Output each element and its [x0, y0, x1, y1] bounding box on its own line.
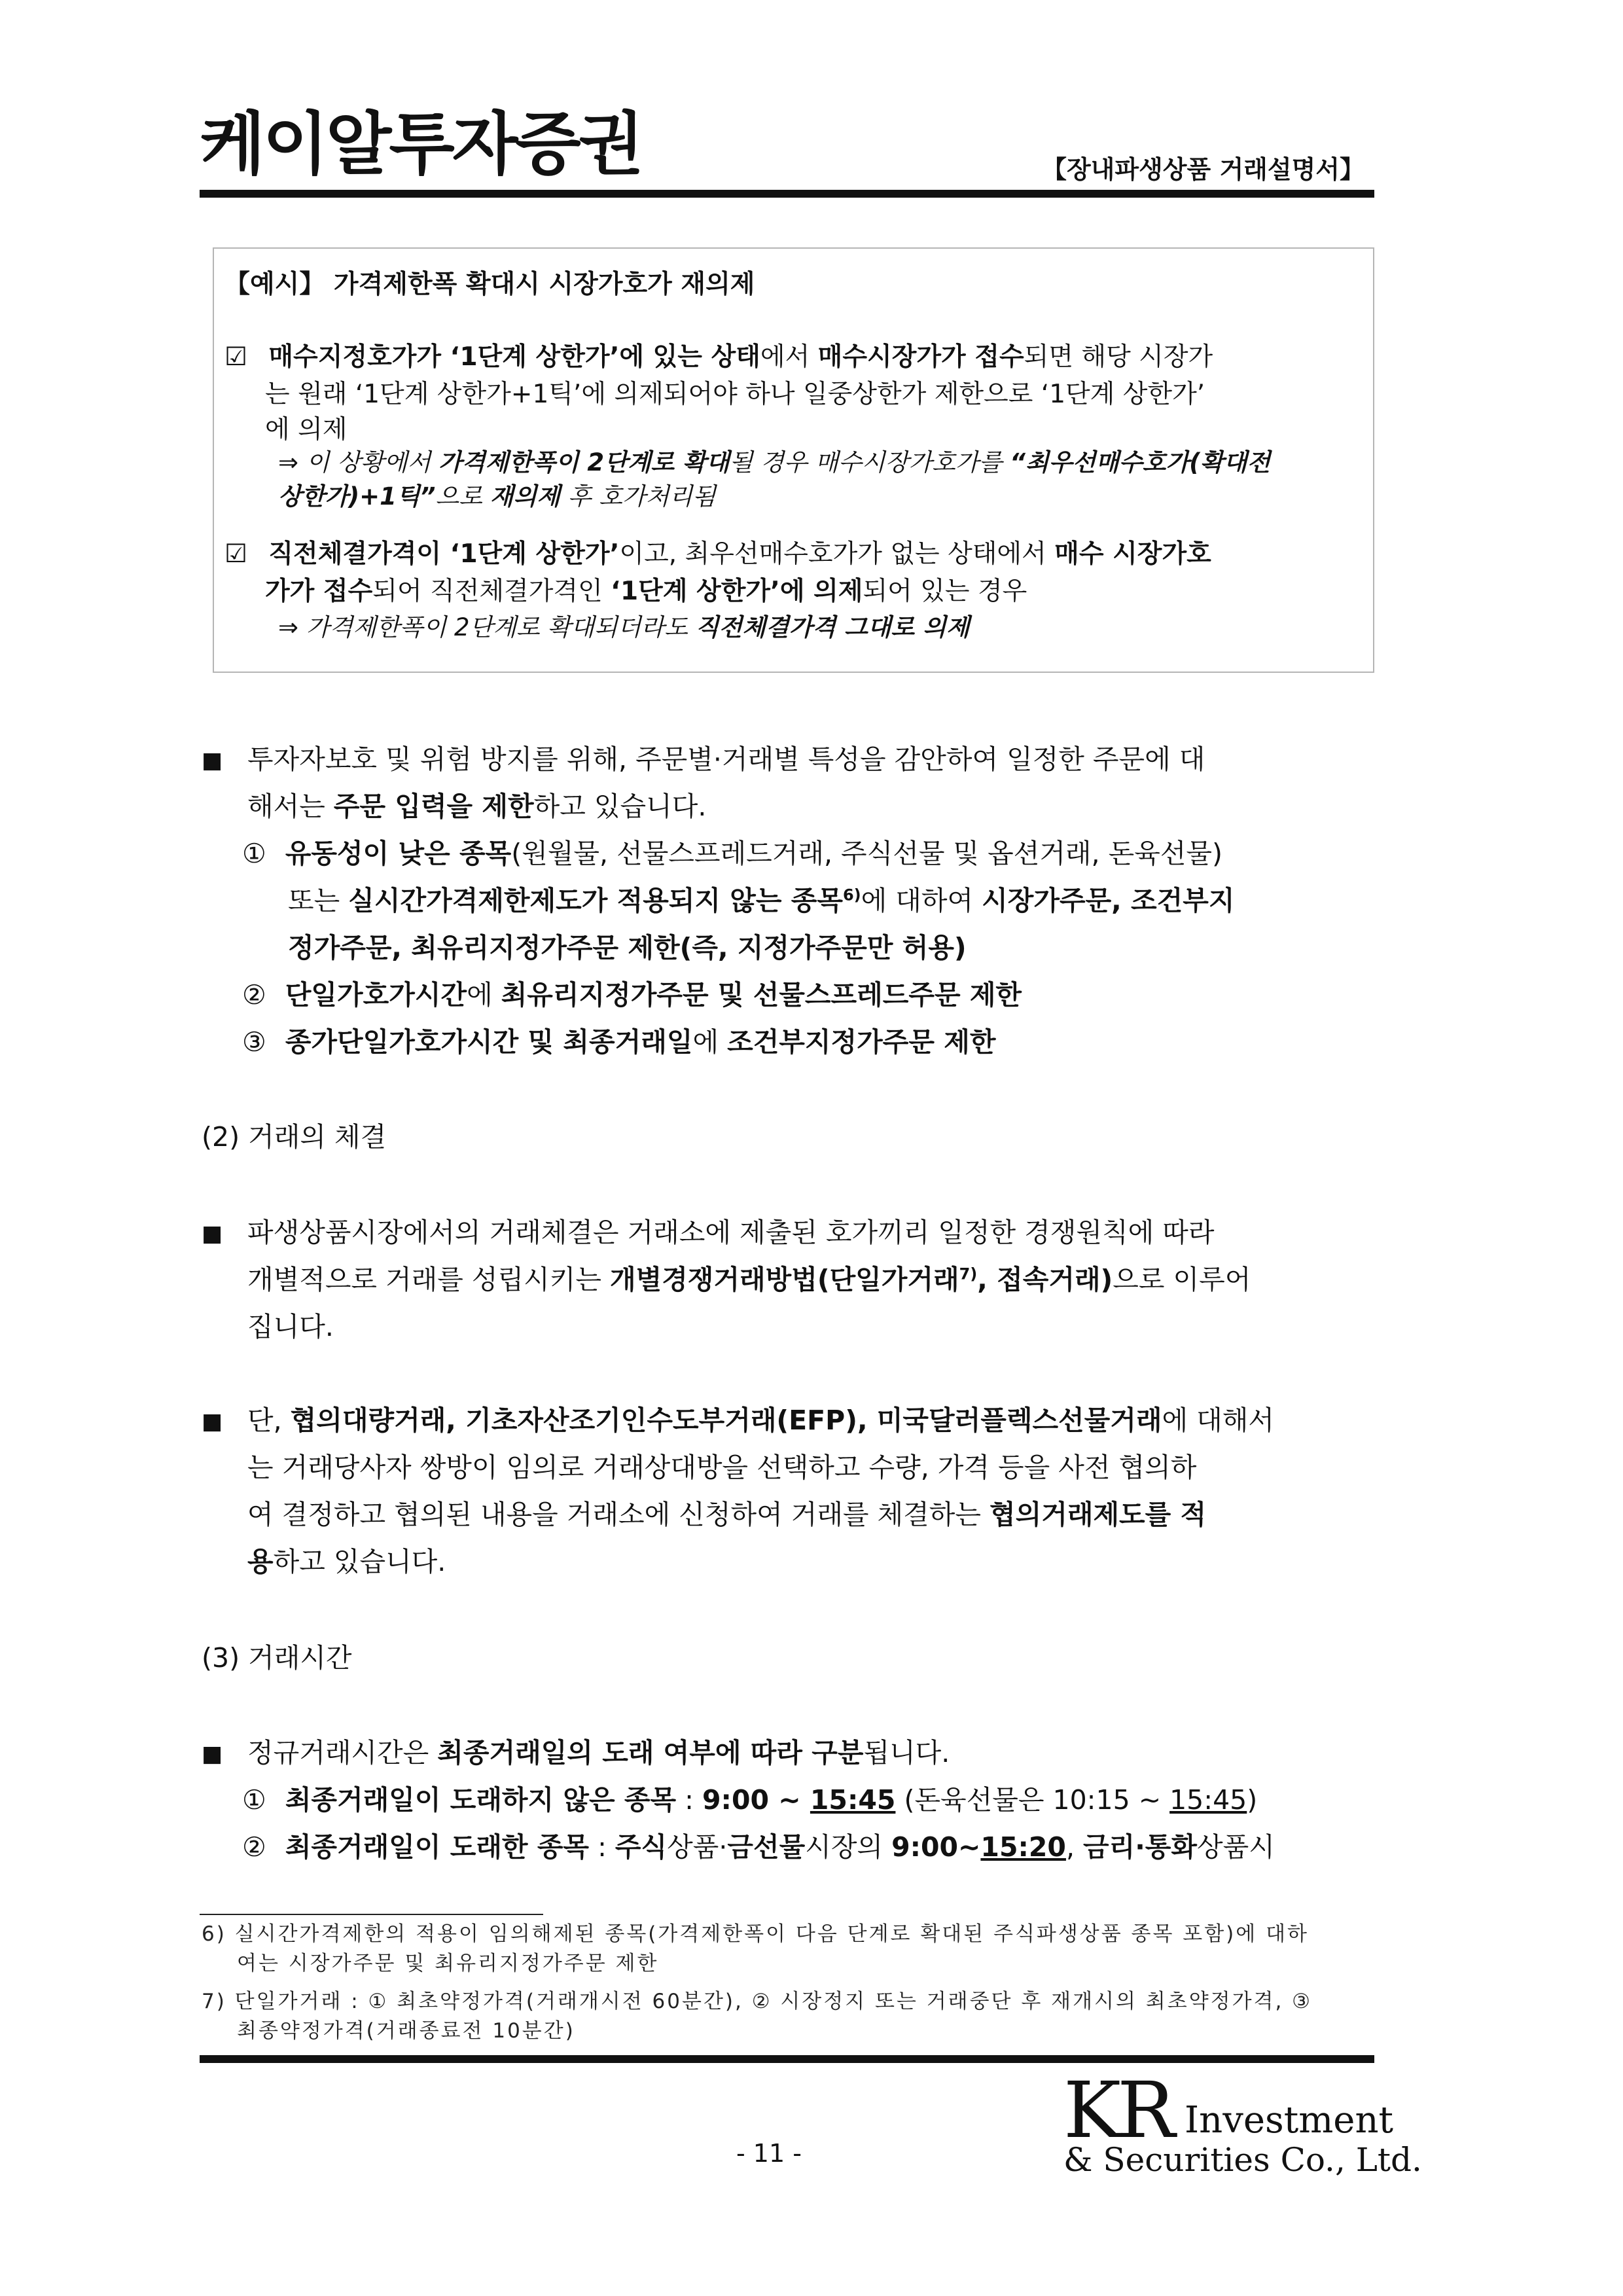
- protection-item3: ③ 종가단일가호가시간 및 최종거래일에 조건부지정가주문 제한: [242, 1026, 996, 1058]
- company-logo-kr: KR: [1063, 2065, 1171, 2155]
- negotiated-line3: 여 결정하고 협의된 내용을 거래소에 신청하여 거래를 체결하는 협의거래제도를 적: [247, 1499, 1207, 1530]
- item-number: ③: [242, 1026, 266, 1058]
- company-logo-securities: & Securities Co., Ltd.: [1063, 2141, 1422, 2179]
- bullet-icon: ■: [202, 1408, 223, 1435]
- checkbox-icon: ☑: [224, 539, 247, 569]
- example-item1-line2: 는 원래 ‘1단계 상한가+1틱’에 의제되어야 하나 일중상한가 제한으로 ‘1단계 상한가’: [265, 380, 1205, 409]
- footnote-separator: [200, 1914, 543, 1915]
- footnote-ref-6: 6): [842, 886, 861, 905]
- bullet-icon: ■: [202, 1221, 223, 1247]
- example-item1-line1: ☑ 매수지정호가가 ‘1단계 상한가’에 있는 상태에서 매수시장가가 접수되면 해당 시장가: [224, 342, 1213, 372]
- section-heading-hours: (3) 거래시간: [202, 1642, 352, 1674]
- item-number: ①: [242, 838, 266, 869]
- document-type-label: 【장내파생상품 거래설명서】: [1041, 155, 1364, 184]
- page-number: - 11 -: [736, 2139, 802, 2168]
- protection-line2: 해서는 주문 입력을 제한하고 있습니다.: [247, 791, 707, 822]
- footer-rule: [200, 2055, 1374, 2063]
- example-title: 【예시】 가격제한폭 확대시 시장가호가 재의제: [224, 270, 755, 299]
- footnote-ref-7: 7): [959, 1265, 978, 1283]
- checkbox-icon: ☑: [224, 342, 247, 372]
- example-item2-line1: ☑ 직전체결가격이 ‘1단계 상한가’이고, 최우선매수호가가 없는 상태에서 매수 시장가호: [224, 539, 1211, 569]
- hours-line1: 정규거래시간은 최종거래일의 도래 여부에 따라 구분됩니다.: [247, 1737, 950, 1768]
- negotiated-line1: 단, 협의대량거래, 기초자산조기인수도부거래(EFP), 미국달러플렉스선물거래에 대해서: [247, 1405, 1274, 1436]
- negotiated-line4: 용하고 있습니다.: [247, 1546, 446, 1577]
- protection-item2: ② 단일가호가시간에 최유리지정가주문 및 선물스프레드주문 제한: [242, 979, 1022, 1011]
- matching-line1: 파생상품시장에서의 거래체결은 거래소에 제출된 호가끼리 일정한 경쟁원칙에 따라: [247, 1217, 1215, 1248]
- footnote-6-line1: 6) 실시간가격제한의 적용이 임의해제된 종목(가격제한폭이 다음 단계로 확대된 주식파생상품 종목 포함)에 대하: [202, 1922, 1309, 1946]
- footnote-7-line2: 최종약정가격(거래종료전 10분간): [237, 2019, 575, 2043]
- company-brand: 케이알투자증권: [200, 104, 642, 184]
- protection-item1-line1: ① 유동성이 낮은 종목(원월물, 선물스프레드거래, 주식선물 및 옵션거래, 돈육선물): [242, 838, 1223, 869]
- matching-line3: 집니다.: [247, 1311, 334, 1342]
- item-number: ①: [242, 1784, 266, 1816]
- negotiated-line2: 는 거래당사자 쌍방이 임의로 거래상대방을 선택하고 수량, 가격 등을 사전 협의하: [247, 1452, 1197, 1483]
- company-logo-investment: Investment: [1185, 2099, 1394, 2142]
- example-item1-note-line1: ⇒ 이 상황에서 가격제한폭이 2단계로 확대될 경우 매수시장가호가를 “최우선매수호가(확대전: [278, 448, 1271, 476]
- example-item1-note-line2: 상한가)+1틱”으로 재의제 후 호가처리됨: [278, 482, 716, 511]
- footnote-6-line2: 여는 시장가주문 및 최유리지정가주문 제한: [237, 1952, 659, 1975]
- example-item1-line3: 에 의제: [265, 415, 348, 444]
- protection-line1: 투자자보호 및 위험 방지를 위해, 주문별·거래별 특성을 감안하여 일정한 주문에 대: [247, 744, 1205, 775]
- protection-item1-line3: 정가주문, 최유리지정가주문 제한(즉, 지정가주문만 허용): [288, 932, 967, 963]
- bullet-icon: ■: [202, 1741, 223, 1767]
- example-item2-line2: 가가 접수되어 직전체결가격인 ‘1단계 상한가’에 의제되어 있는 경우: [265, 577, 1027, 606]
- matching-line2: 개별적으로 거래를 성립시키는 개별경쟁거래방법(단일가거래$^{7)}$, 접속거래)으로 이루어: [247, 1264, 1251, 1295]
- hours-item1: ① 최종거래일이 도래하지 않은 종목 : 9:00 ~ 15:45 (돈육선물은 10:15 ~ 15:45): [242, 1784, 1258, 1816]
- hours-item2: ② 최종거래일이 도래한 종목 : 주식상품·금선물시장의 9:00~15:20, 금리·통화상품시: [242, 1831, 1275, 1863]
- item-number: ②: [242, 1831, 266, 1863]
- footnote-7-line1: 7) 단일가거래 : ① 최초약정가격(거래개시전 60분간), ② 시장정지 또는 거래중단 후 재개시의 최초약정가격, ③: [202, 1990, 1312, 2013]
- example-item2-note: ⇒ 가격제한폭이 2단계로 확대되더라도 직전체결가격 그대로 의제: [278, 613, 970, 641]
- header-rule: [200, 190, 1374, 198]
- bullet-icon: ■: [202, 747, 223, 774]
- section-heading-matching: (2) 거래의 체결: [202, 1121, 387, 1153]
- item-number: ②: [242, 979, 266, 1011]
- protection-item1-line2: 또는 실시간가격제한제도가 적용되지 않는 종목$^{6)}$에 대하여 시장가주문, 조건부지: [288, 885, 1235, 916]
